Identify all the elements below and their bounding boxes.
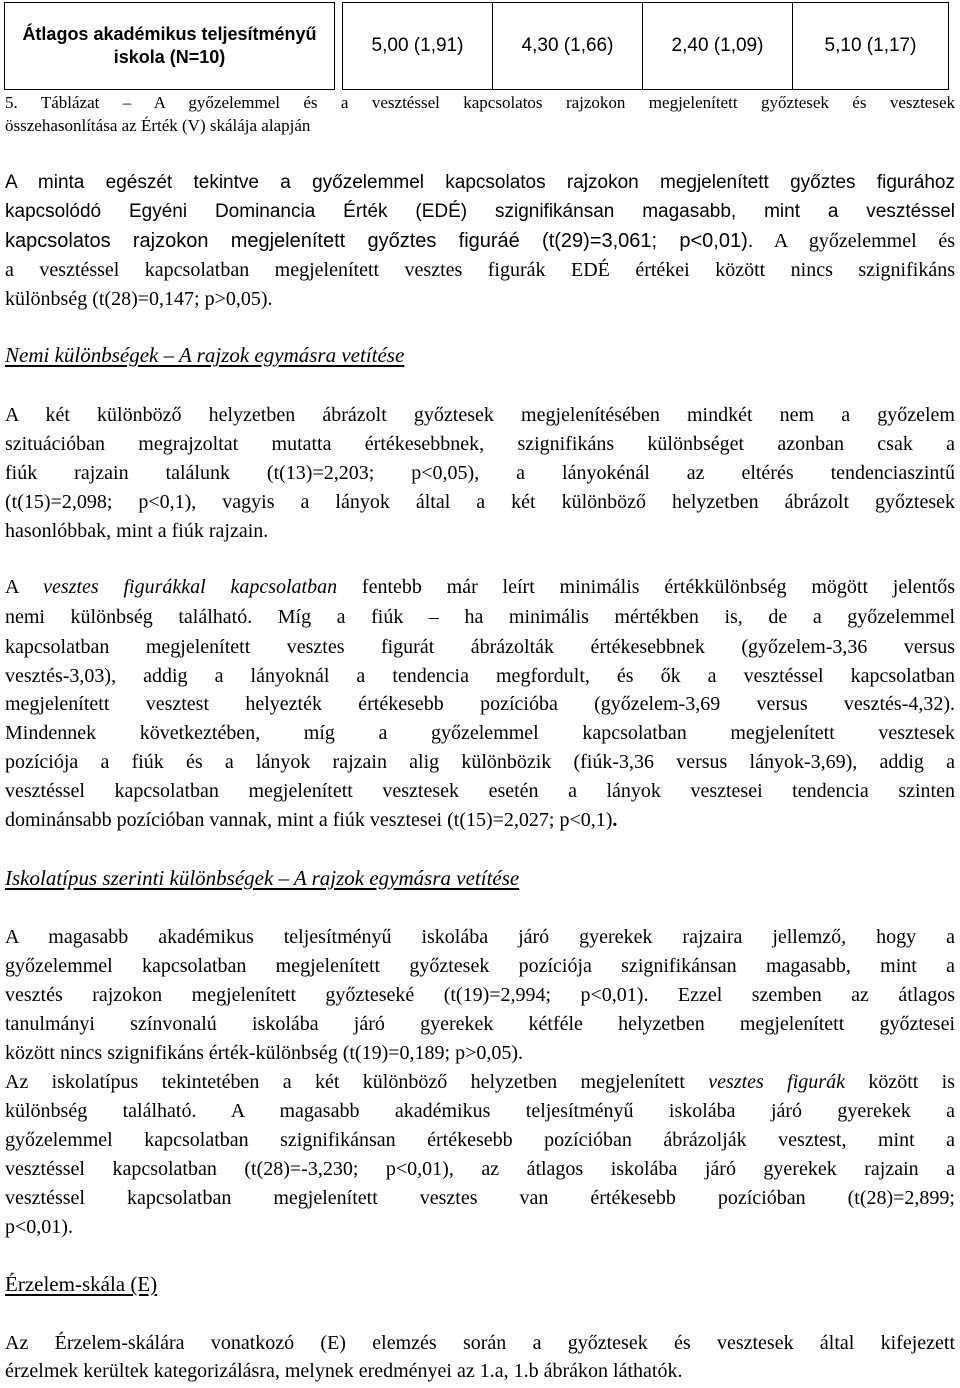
section-heading: Érzelem-skála (E) <box>5 1272 158 1296</box>
paragraph-line: vesztés-3,03), addig a lányoknál a tendencia megfordult, és ők a vesztéssel kapcsolatban <box>5 665 955 687</box>
table-caption-line: összehasonlítása az Érték (V) skálája alapján <box>5 116 311 135</box>
paragraph-line: szituációban megrajzoltat mutatta értékesebbnek, szignifikáns különbséget azonban csak a <box>5 433 955 455</box>
paragraph-line: között nincs szignifikáns érték-különbség (t(19)=0,189; p>0,05). <box>5 1042 524 1064</box>
paragraph-line: érzelmek kerültek kategorizálásra, melynek eredményei az 1.a, 1.b ábrákon láthatók. <box>5 1360 683 1382</box>
table-caption-line: 5. Táblázat – A győzelemmel és a vesztéssel kapcsolatos rajzokon megjelenített győztesek és vesztesek <box>5 93 955 112</box>
paragraph-fragment: fentebb már leírt minimális értékkülönbség mögött jelentős <box>337 576 955 598</box>
paragraph-line: p<0,01). <box>5 1216 73 1238</box>
value-cell: 5,10 (1,17) <box>793 3 949 90</box>
paragraph-line: különbség található. A magasabb akadémikus teljesítményű iskolába járó gyerekek a <box>5 1100 955 1122</box>
paragraph-line: Az Érzelem-skálára vonatkozó (E) elemzés során a győztesek és vesztesek által kifejezett <box>5 1332 955 1354</box>
paragraph-line: hasonlóbbak, mint a fiúk rajzain. <box>5 520 269 542</box>
paragraph-line: A két különböző helyzetben ábrázolt győztesek megjelenítésében mindkét nem a győzelem <box>5 404 955 426</box>
paragraph-line <box>5 1068 955 1096</box>
paragraph-line: győzelemmel kapcsolatban szignifikánsan értékesebb pozícióban ábrázolják vesztest, mint a <box>5 1129 955 1151</box>
paragraph-line <box>5 573 955 601</box>
column-gap <box>335 3 343 90</box>
paragraph-line: győzelemmel kapcsolatban megjelenített győztesek pozíciója szignifikánsan magasabb, mint a <box>5 955 955 977</box>
paragraph-line: A minta egészét tekintve a győzelemmel kapcsolatos rajzokon megjelenített győztes figurához <box>5 172 955 193</box>
value-cell: 5,00 (1,91) <box>343 3 493 90</box>
paragraph-fragment: kapcsolatos rajzokon megjelenített győztes figuráé (t(29)=3,061; p<0,01). <box>5 230 754 252</box>
paragraph-line: tanulmányi színvonalú iskolába járó gyerekek kétféle helyzetben megjelenített győztesei <box>5 1013 955 1035</box>
paragraph-fragment: között is <box>844 1071 955 1093</box>
paragraph-line: vesztéssel kapcsolatban (t(28)=-3,230; p<0,01), az átlagos iskolába járó gyerekek rajzain a <box>5 1158 955 1180</box>
paragraph-line: különbség (t(28)=0,147; p>0,05). <box>5 288 273 310</box>
paragraph-fragment: A <box>5 576 44 598</box>
paragraph-line: fiúk rajzain találunk (t(13)=2,203; p<0,05), a lányokénál az eltérés tendenciaszintű <box>5 462 955 484</box>
emphasis-text: vesztes figurákkal kapcsolatban <box>43 576 338 598</box>
paragraph-line: pozíciója a fiúk és a lányok rajzain alig különbözik (fiúk-3,36 versus lányok-3,69), addig a <box>5 751 955 773</box>
paragraph-line: megjelenített vesztest helyezték értékesebb pozícióba (győzelem-3,69 versus vesztés-4,32). <box>5 693 955 715</box>
paragraph-line: A magasabb akadémikus teljesítményű iskolába járó gyerekek rajzaira jellemző, hogy a <box>5 926 955 948</box>
paragraph-line: kapcsolatban megjelenített vesztes figurát ábrázolták értékesebbnek (győzelem-3,36 versus <box>5 636 955 658</box>
section-heading: Nemi különbségek – A rajzok egymásra vetítése <box>5 343 405 367</box>
paragraph-line: Mindennek következtében, míg a győzelemmel kapcsolatban megjelenített vesztesek <box>5 722 955 744</box>
paragraph-line: vesztéssel kapcsolatban megjelenített vesztesek esetén a lányok vesztesei tendencia szinten <box>5 780 955 802</box>
value-cell: 2,40 (1,09) <box>643 3 793 90</box>
row-label: Átlagos akadémikus teljesítményű iskola (N=10) <box>5 3 335 90</box>
paragraph-line: vesztéssel kapcsolatban megjelenített vesztes van értékesebb pozícióban (t(28)=2,899; <box>5 1187 955 1209</box>
bold-period: . <box>612 809 618 831</box>
paragraph-line: (t(15)=2,098; p<0,1), vagyis a lányok által a két különböző helyzetben ábrázolt győztesek <box>5 491 955 513</box>
paragraph-line <box>5 806 955 834</box>
paragraph-line: vesztés rajzokon megjelenített győzteseké (t(19)=2,994; p<0,01). Ezzel szemben az átlagos <box>5 984 955 1006</box>
results-table-row <box>4 2 949 90</box>
paragraph-line: nemi különbség található. Míg a fiúk – ha minimális mértékben is, de a győzelemmel <box>5 606 955 628</box>
paragraph-fragment: dominánsabb pozícióban vannak, mint a fiúk vesztesei (t(15)=2,027; p<0,1) <box>5 809 613 831</box>
paragraph-fragment: A győzelemmel és <box>773 230 956 252</box>
paragraph-line: kapcsolódó Egyéni Dominancia Érték (EDÉ) szignifikánsan magasabb, mint a vesztéssel <box>5 201 955 222</box>
value-cell: 4,30 (1,66) <box>493 3 643 90</box>
paragraph-fragment: Az iskolatípus tekintetében a két különböző helyzetben megjelenített <box>5 1071 709 1093</box>
paragraph-line: a vesztéssel kapcsolatban megjelenített vesztes figurák EDÉ értékei között nincs szignifikáns <box>5 259 955 281</box>
emphasis-text: vesztes figurák <box>708 1071 845 1093</box>
paragraph-line <box>5 227 955 255</box>
section-heading: Iskolatípus szerinti különbségek – A rajzok egymásra vetítése <box>5 866 520 890</box>
